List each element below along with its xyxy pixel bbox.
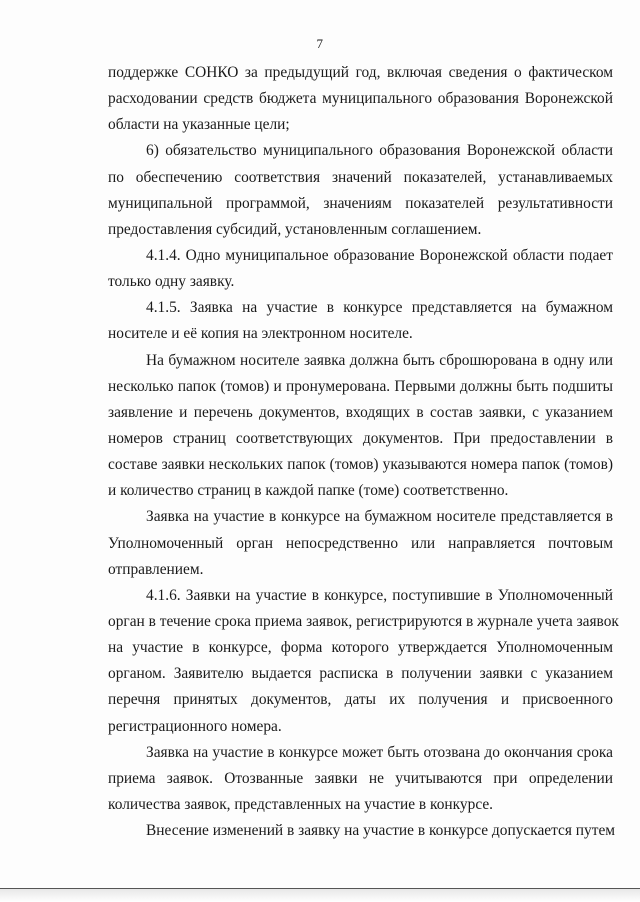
text-line: несколько папок (томов) и пронумерована. Первыми должны быть подшиты — [108, 377, 613, 395]
text-line: орган в течение срока приема заявок, регистрируются в журнале учета заявок — [108, 612, 619, 630]
text-line: 4.1.4. Одно муниципальное образование Воронежской области подает — [146, 246, 613, 264]
document-body — [108, 60, 619, 844]
text-line: 6) обязательство муниципального образования Воронежской области — [146, 142, 613, 160]
text-line: муниципальной программой, значениям показателей результативности — [108, 194, 613, 212]
text-line: заявление и перечень документов, входящих в состав заявки, с указанием — [108, 403, 613, 421]
page-number: 7 — [316, 36, 324, 51]
text-line: составе заявки нескольких папок (томов) указываются номера папок (томов) — [108, 456, 613, 474]
text-line: органом. Заявителю выдается расписка в получении заявки с указанием — [108, 665, 613, 683]
text-line: области на указанные цели; — [108, 116, 290, 134]
text-line: Заявка на участие в конкурсе на бумажном носителе представляется в — [146, 508, 613, 526]
text-line: Внесение изменений в заявку на участие в конкурсе допускается путем — [146, 822, 616, 840]
text-line: только одну заявку. — [108, 273, 235, 291]
text-line: Заявка на участие в конкурсе может быть отозвана до окончания срока — [146, 743, 613, 761]
text-line: расходовании средств бюджета муниципального образования Воронежской — [108, 90, 613, 108]
text-line: на участие в конкурсе, форма которого утверждается Уполномоченным — [108, 639, 613, 657]
text-line: и количество страниц в каждой папке (томе) соответственно. — [108, 482, 509, 500]
text-line: На бумажном носителе заявка должна быть сброшюрована в одну или — [146, 351, 613, 369]
text-line: Уполномоченный орган непосредственно или направляется почтовым — [108, 534, 613, 552]
text-line: носителе и её копия на электронном носителе. — [108, 325, 413, 343]
text-line: отправлением. — [108, 560, 204, 578]
text-line: приема заявок. Отозванные заявки не учитываются при определении — [108, 769, 613, 787]
text-line: количества заявок, представленных на участие в конкурсе. — [108, 795, 494, 813]
text-line: по обеспечению соответствия значений показателей, устанавливаемых — [108, 168, 613, 186]
text-line: номеров страниц соответствующих документов. При предоставлении в — [108, 429, 613, 447]
text-line: перечня принятых документов, даты их получения и присвоенного — [108, 691, 613, 709]
scan-edge-shadow — [0, 889, 640, 902]
text-line: 4.1.5. Заявка на участие в конкурсе представляется на бумажном — [146, 299, 613, 317]
text-line: 4.1.6. Заявки на участие в конкурсе, поступившие в Уполномоченный — [146, 586, 613, 604]
text-line: регистрационного номера. — [108, 717, 282, 735]
text-line: поддержке СОНКО за предыдущий год, включая сведения о фактическом — [108, 64, 613, 81]
text-line: предоставления субсидий, установленным соглашением. — [108, 220, 482, 238]
